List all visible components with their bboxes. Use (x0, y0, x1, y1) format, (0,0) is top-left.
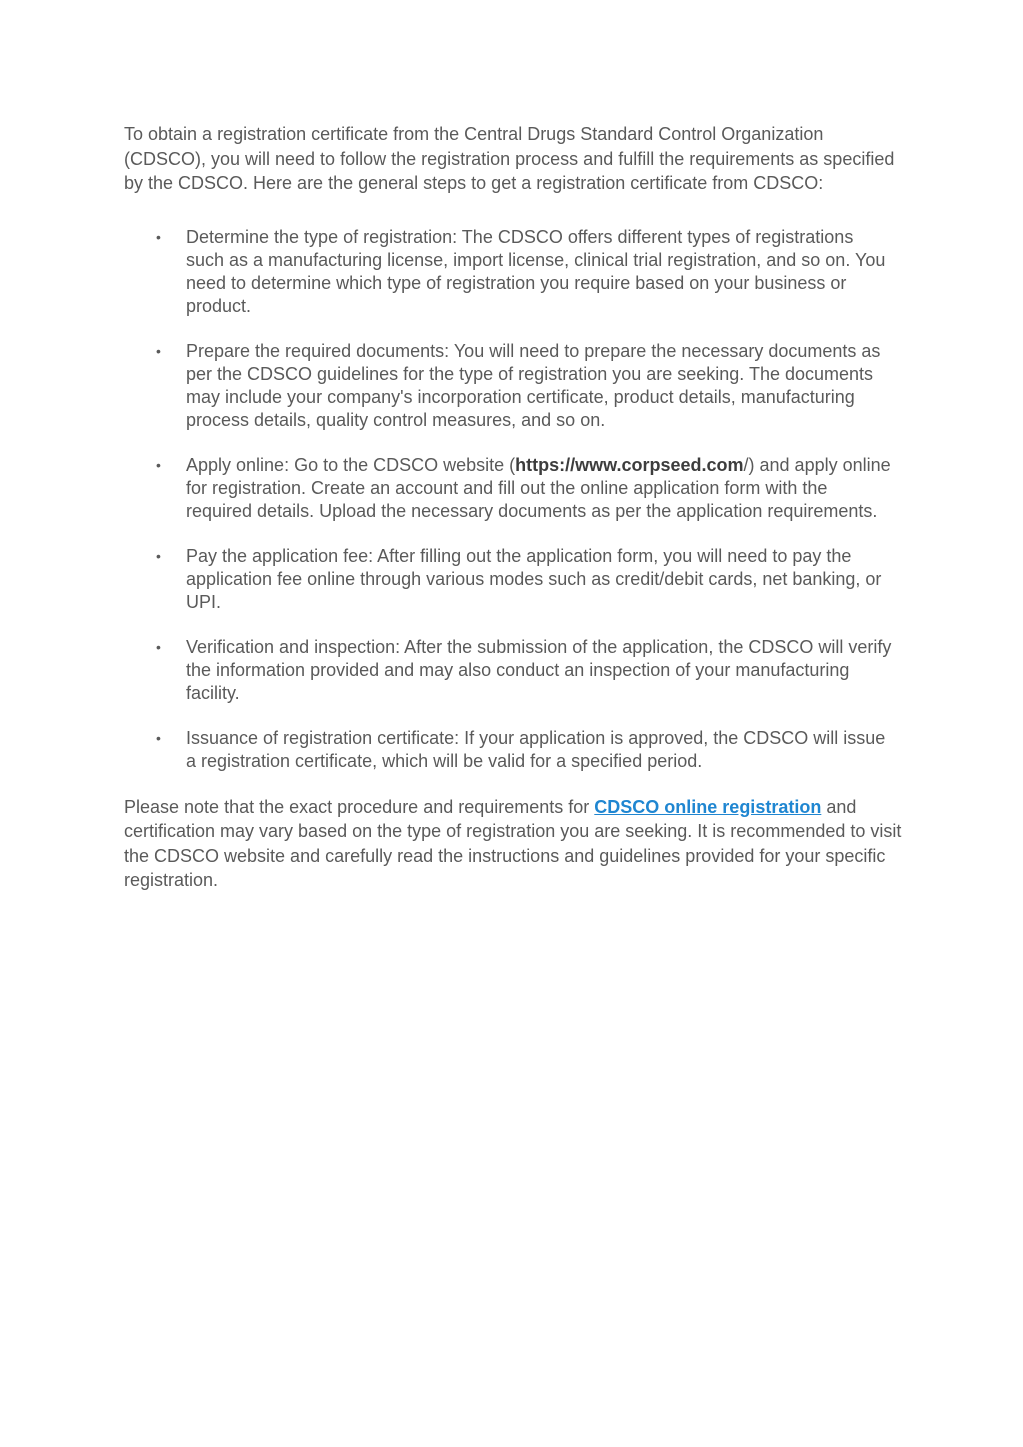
step-text: Issuance of registration certificate: If your application is approved, the CDSCO will issue a registration certificate, which will be valid for a specified period. (186, 727, 886, 771)
document-body (124, 122, 904, 893)
step-text: Pay the application fee: After filling out the application form, you will need to pay the application fee online through various modes such as credit/debit cards, net banking, or UPI. (186, 545, 882, 612)
closing-text-before: Please note that the exact procedure and requirements for (124, 796, 595, 817)
closing-text-after: and certification may vary based on the type of registration you are seeking. It is recommended to visit the CDSCO website and carefully read the instructions and guidelines provided for your specific registration. (124, 796, 902, 890)
list-item (124, 340, 896, 432)
step-text: Prepare the required documents: You will need to prepare the necessary documents as per the CDSCO guidelines for the type of registration you are seeking. The documents may include your company's incorporation certificate, product details, manufacturing process details, quality control measures, and so on. (186, 340, 881, 430)
bullet-icon: • (156, 228, 161, 245)
bullet-icon: • (156, 729, 161, 746)
bullet-icon: • (156, 456, 161, 473)
website-url: https://www.corpseed.com (515, 454, 744, 475)
bullet-icon: • (156, 342, 161, 359)
bullet-icon: • (156, 547, 161, 564)
list-item (124, 226, 896, 318)
closing-paragraph (124, 795, 904, 893)
intro-paragraph: To obtain a registration certificate from the Central Drugs Standard Control Organization (CDSCO), you will need to follow the registration process and fulfill the requirements as specified by the CDSCO. Here are the general steps to get a registration certificate from CDSCO: (124, 124, 895, 193)
list-item (124, 545, 896, 614)
steps-list (124, 226, 904, 773)
cdsco-registration-link[interactable]: CDSCO online registration (594, 796, 822, 817)
list-item (124, 727, 896, 773)
step-text: Determine the type of registration: The CDSCO offers different types of registrations such as a manufacturing license, import license, clinical trial registration, and so on. You need to determine which type of registration you require based on your business or product. (186, 226, 886, 316)
list-item (124, 454, 896, 523)
bullet-icon: • (156, 638, 161, 655)
step-text: Verification and inspection: After the submission of the application, the CDSCO will verify the information provided and may also conduct an inspection of your manufacturing facility. (186, 636, 892, 703)
step-text-before-url: Apply online: Go to the CDSCO website ( (186, 454, 516, 475)
step-text-after-url: /) and apply online for registration. Create an account and fill out the online application form with the required details. Upload the necessary documents as per the application requirements. (186, 454, 891, 521)
list-item (124, 636, 896, 705)
